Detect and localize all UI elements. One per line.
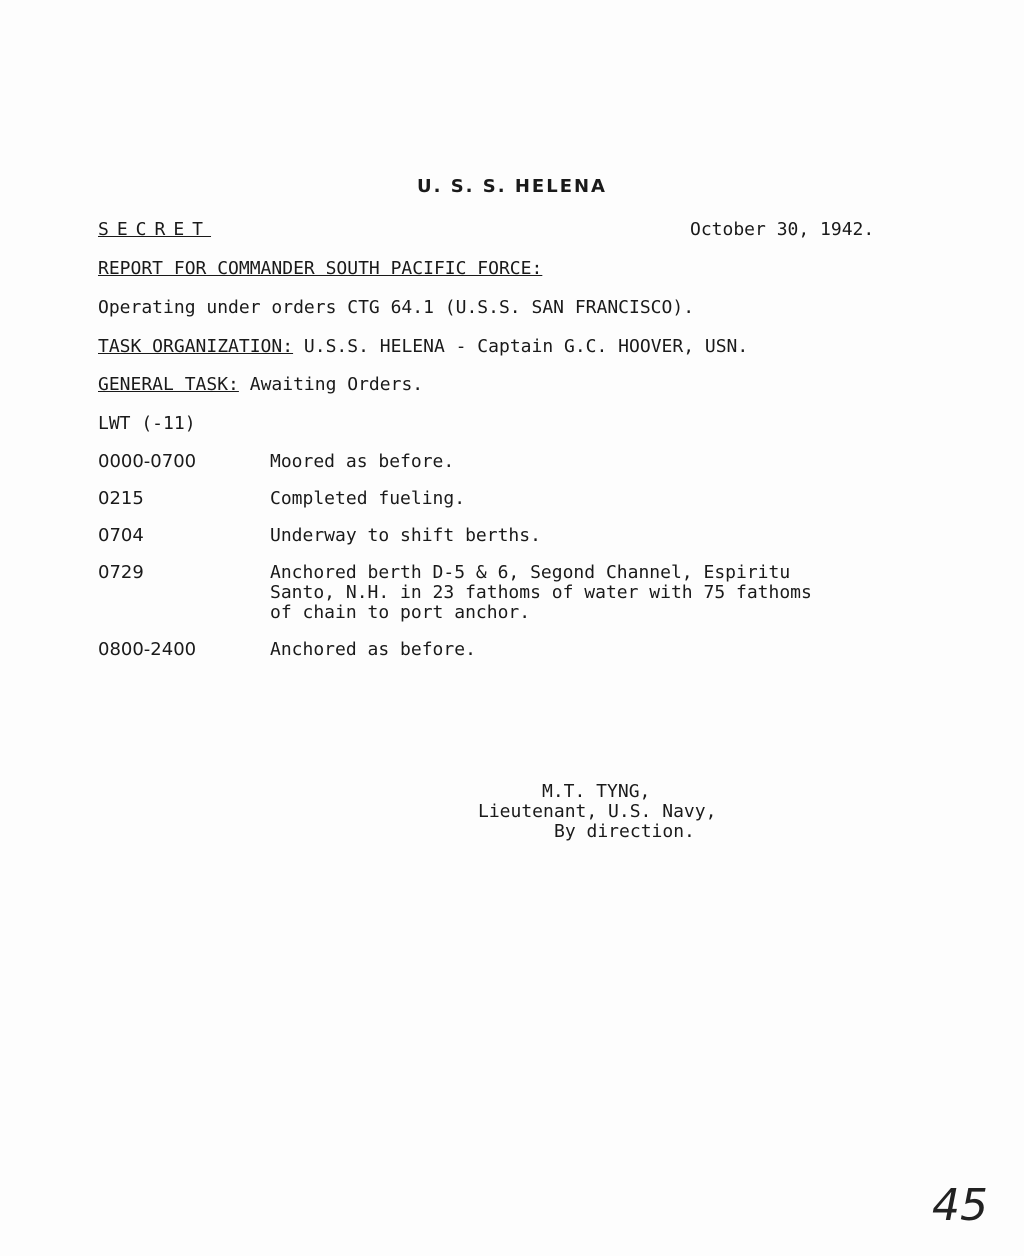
- ship-title: U. S. S. HELENA: [417, 176, 607, 197]
- signature-block: [478, 782, 716, 842]
- log-time: 0704: [98, 525, 144, 546]
- log-entry: [98, 640, 918, 660]
- time-zone: LWT (-11): [98, 413, 196, 434]
- log-entry: [98, 563, 918, 623]
- task-organization: [98, 336, 748, 357]
- signer-name: M.T. TYNG,: [542, 781, 651, 802]
- log-description: Completed fueling.: [270, 488, 466, 509]
- log-time: 0000-0700: [98, 451, 197, 472]
- log-entry: [98, 526, 918, 546]
- general-task-label: GENERAL TASK:: [98, 374, 239, 395]
- classification-label: SECRET: [98, 219, 212, 240]
- log-time: 0729: [98, 562, 144, 583]
- signer-rank: Lieutenant, U.S. Navy,: [478, 801, 717, 822]
- log-description: Anchored as before.: [270, 639, 476, 660]
- task-org-value: U.S.S. HELENA - Captain G.C. HOOVER, USN.: [293, 336, 749, 357]
- operating-orders: Operating under orders CTG 64.1 (U.S.S. SAN FRANCISCO).: [98, 297, 695, 318]
- log-entry: [98, 452, 918, 472]
- log-time: 0215: [98, 488, 144, 509]
- log-description: Anchored berth D-5 & 6, Segond Channel, Espiritu Santo, N.H. in 23 fathoms of water with 75 fathoms of chain to port anchor.: [270, 562, 812, 623]
- log-time: 0800-2400: [98, 639, 197, 660]
- log-description: Underway to shift berths.: [270, 525, 541, 546]
- report-heading: REPORT FOR COMMANDER SOUTH PACIFIC FORCE:: [98, 258, 543, 279]
- log-description: Moored as before.: [270, 451, 455, 472]
- signer-authority: By direction.: [554, 821, 695, 842]
- general-task-value: Awaiting Orders.: [238, 374, 424, 395]
- task-org-label: TASK ORGANIZATION:: [98, 336, 294, 357]
- page-number: 45: [932, 1180, 988, 1231]
- general-task: [98, 374, 423, 395]
- log-entries: [98, 452, 918, 677]
- report-date: October 30, 1942.: [690, 219, 875, 240]
- log-entry: [98, 489, 918, 509]
